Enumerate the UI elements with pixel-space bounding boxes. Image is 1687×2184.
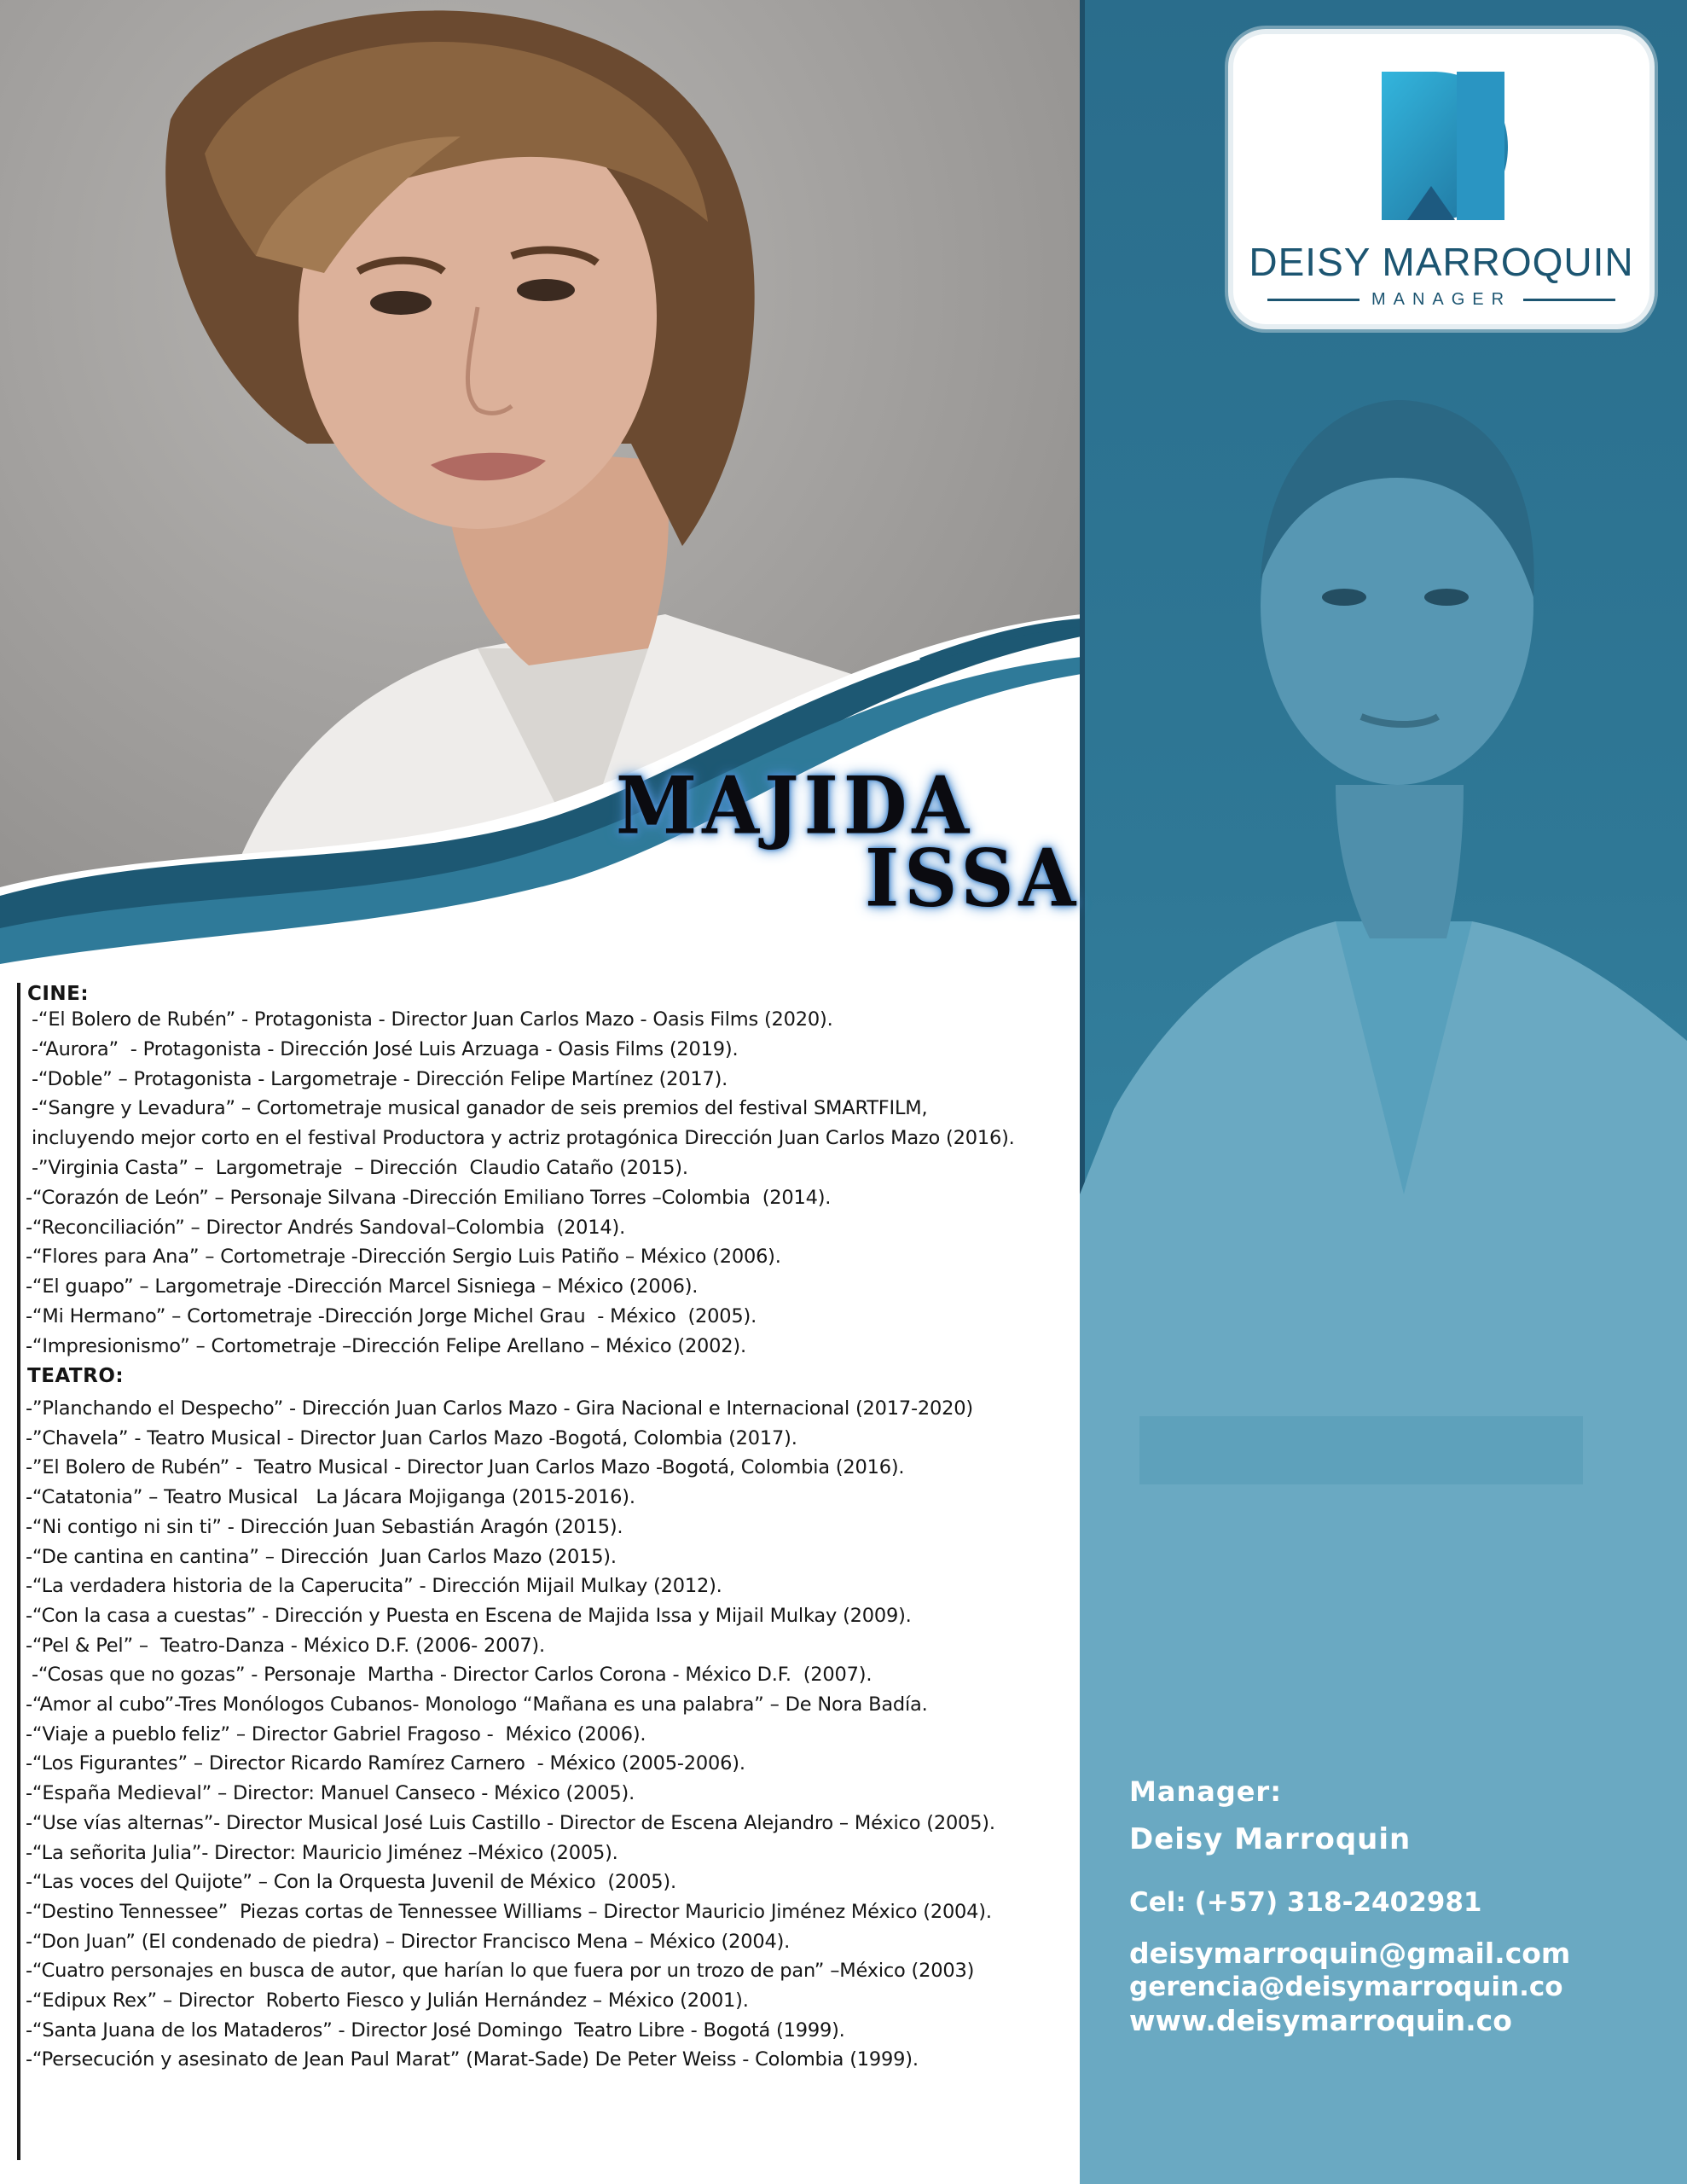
credit-line: -“Mi Hermano” – Cortometraje -Dirección Jorge Michel Grau - México (2005). bbox=[26, 1305, 757, 1327]
credit-line: -“Don Juan” (El condenado de piedra) – Director Francisco Mena – México (2004). bbox=[26, 1930, 791, 1953]
credit-line: -“Doble” – Protagonista - Largometraje - Dirección Felipe Martínez (2017). bbox=[26, 1067, 728, 1090]
phone-label: Cel: bbox=[1129, 1887, 1186, 1918]
credit-line: -“Las voces del Quijote” – Con la Orquesta Juvenil de México (2005). bbox=[26, 1871, 676, 1894]
credit-line: -“El Bolero de Rubén” - Protagonista - Director Juan Carlos Mazo - Oasis Films (2020). bbox=[26, 1008, 833, 1031]
dm-monogram-icon bbox=[1356, 58, 1527, 229]
logo-rule-right bbox=[1523, 299, 1615, 301]
cine-heading: CINE: bbox=[27, 983, 90, 1005]
phone-number[interactable]: (+57) 318-2402981 bbox=[1194, 1887, 1482, 1918]
logo-card bbox=[1233, 34, 1649, 324]
website-link[interactable]: www.deisymarroquin.co bbox=[1129, 2004, 1512, 2037]
manager-label: Manager: bbox=[1129, 1775, 1282, 1808]
manager-name: Deisy Marroquin bbox=[1129, 1822, 1412, 1856]
credit-line: -“España Medieval” – Director: Manuel Canseco - México (2005). bbox=[26, 1782, 635, 1805]
credit-line: -“Santa Juana de los Mataderos” - Director José Domingo Teatro Libre - Bogotá (1999). bbox=[26, 2018, 845, 2042]
credit-line: -“Destino Tennessee” Piezas cortas de Tennessee Williams – Director Mauricio Jiménez México (2004). bbox=[26, 1900, 992, 1923]
credit-line: -“Sangre y Levadura” – Cortometraje musical ganador de seis premios del festival SMARTFILM, bbox=[26, 1097, 928, 1120]
credit-line: -“La señorita Julia”- Director: Mauricio Jiménez –México (2005). bbox=[26, 1841, 618, 1864]
credit-line: -”Planchando el Despecho” - Dirección Juan Carlos Mazo - Gira Nacional e Internacional (2017-2020) bbox=[26, 1397, 973, 1420]
credit-line: -“De cantina en cantina” – Dirección Juan Carlos Mazo (2015). bbox=[26, 1545, 617, 1568]
credit-line: -“Persecución y asesinato de Jean Paul Marat” (Marat-Sade) De Peter Weiss - Colombia (1999). bbox=[26, 2048, 919, 2071]
credit-line: -“Flores para Ana” – Cortometraje -Dirección Sergio Luis Patiño – México (2006). bbox=[26, 1246, 781, 1269]
credit-line: -“Pel & Pel” – Teatro-Danza - México D.F. (2006- 2007). bbox=[26, 1634, 545, 1657]
credit-line: -”Virginia Casta” – Largometraje – Dirección Claudio Cataño (2015). bbox=[26, 1157, 688, 1179]
credit-line: -”Chavela” - Teatro Musical - Director Juan Carlos Mazo -Bogotá, Colombia (2017). bbox=[26, 1426, 797, 1449]
credit-line: -“Los Figurantes” – Director Ricardo Ramírez Carnero - México (2005-2006). bbox=[26, 1752, 745, 1775]
credit-line: -“Ni contigo ni sin ti” - Dirección Juan Sebastián Aragón (2015). bbox=[26, 1515, 623, 1538]
credit-line: -“Catatonia” – Teatro Musical La Jácara Mojiganga (2015-2016). bbox=[26, 1486, 635, 1509]
credit-line: -“La verdadera historia de la Caperucita” - Dirección Mijail Mulkay (2012). bbox=[26, 1575, 722, 1598]
artist-first-name: MAJIDA bbox=[616, 759, 975, 853]
right-panel bbox=[1080, 0, 1687, 2184]
credit-line: -“Reconciliación” – Director Andrés Sandoval–Colombia (2014). bbox=[26, 1216, 626, 1239]
phone-line bbox=[1129, 1884, 1675, 1921]
credit-line: -“Edipux Rex” – Director Roberto Fiesco y Julián Hernández – México (2001). bbox=[26, 1989, 749, 2012]
email-secondary[interactable]: gerencia@deisymarroquin.co bbox=[1129, 1972, 1563, 2002]
credit-line: -“El guapo” – Largometraje -Dirección Marcel Sisniega – México (2006). bbox=[26, 1275, 699, 1298]
credit-line: -“Con la casa a cuestas” - Dirección y Puesta en Escena de Majida Issa y Mijail Mulkay (2009). bbox=[26, 1604, 912, 1627]
logo-wordmark: DEISY MARROQUIN bbox=[1249, 240, 1634, 284]
credit-line: -“Cosas que no gozas” - Personaje Martha - Director Carlos Corona - México D.F. (2007). bbox=[26, 1664, 872, 1687]
credit-line: incluyendo mejor corto en el festival Productora y actriz protagónica Dirección Juan Carlos Mazo (2016). bbox=[26, 1127, 1015, 1150]
logo-subtitle: MANAGER bbox=[1371, 289, 1512, 309]
email-primary[interactable]: deisymarroquin@gmail.com bbox=[1129, 1937, 1571, 1970]
credit-line: -“Amor al cubo”-Tres Monólogos Cubanos- Monologo “Mañana es una palabra” – De Nora Badía. bbox=[26, 1693, 928, 1716]
credit-line: -”El Bolero de Rubén” - Teatro Musical - Director Juan Carlos Mazo -Bogotá, Colombia (2016). bbox=[26, 1456, 905, 1479]
artist-last-name: ISSA bbox=[865, 832, 1081, 926]
credit-line: -“Corazón de León” – Personaje Silvana -Dirección Emiliano Torres –Colombia (2014). bbox=[26, 1186, 832, 1209]
credit-line: -“Use vías alternas”- Director Musical José Luis Castillo - Director de Escena Alejandro – México (2005). bbox=[26, 1811, 995, 1834]
credits-section bbox=[0, 983, 1080, 2177]
teatro-heading: TEATRO: bbox=[27, 1365, 125, 1387]
contact-block bbox=[1129, 1773, 1675, 2039]
credit-line: -“Impresionismo” – Cortometraje –Dirección Felipe Arellano – México (2002). bbox=[26, 1334, 746, 1357]
logo-subtitle-row bbox=[1267, 287, 1615, 312]
credit-line: -“Viaje a pueblo feliz” – Director Gabriel Fragoso - México (2006). bbox=[26, 1722, 646, 1745]
logo-rule-left bbox=[1267, 299, 1359, 301]
credits-rule bbox=[17, 983, 20, 2160]
credit-line: -“Aurora” - Protagonista - Dirección José Luis Arzuaga - Oasis Films (2019). bbox=[26, 1037, 739, 1060]
credit-line: -“Cuatro personajes en busca de autor, que harían lo que fuera por un trozo de pan” –México (2003) bbox=[26, 1960, 975, 1983]
